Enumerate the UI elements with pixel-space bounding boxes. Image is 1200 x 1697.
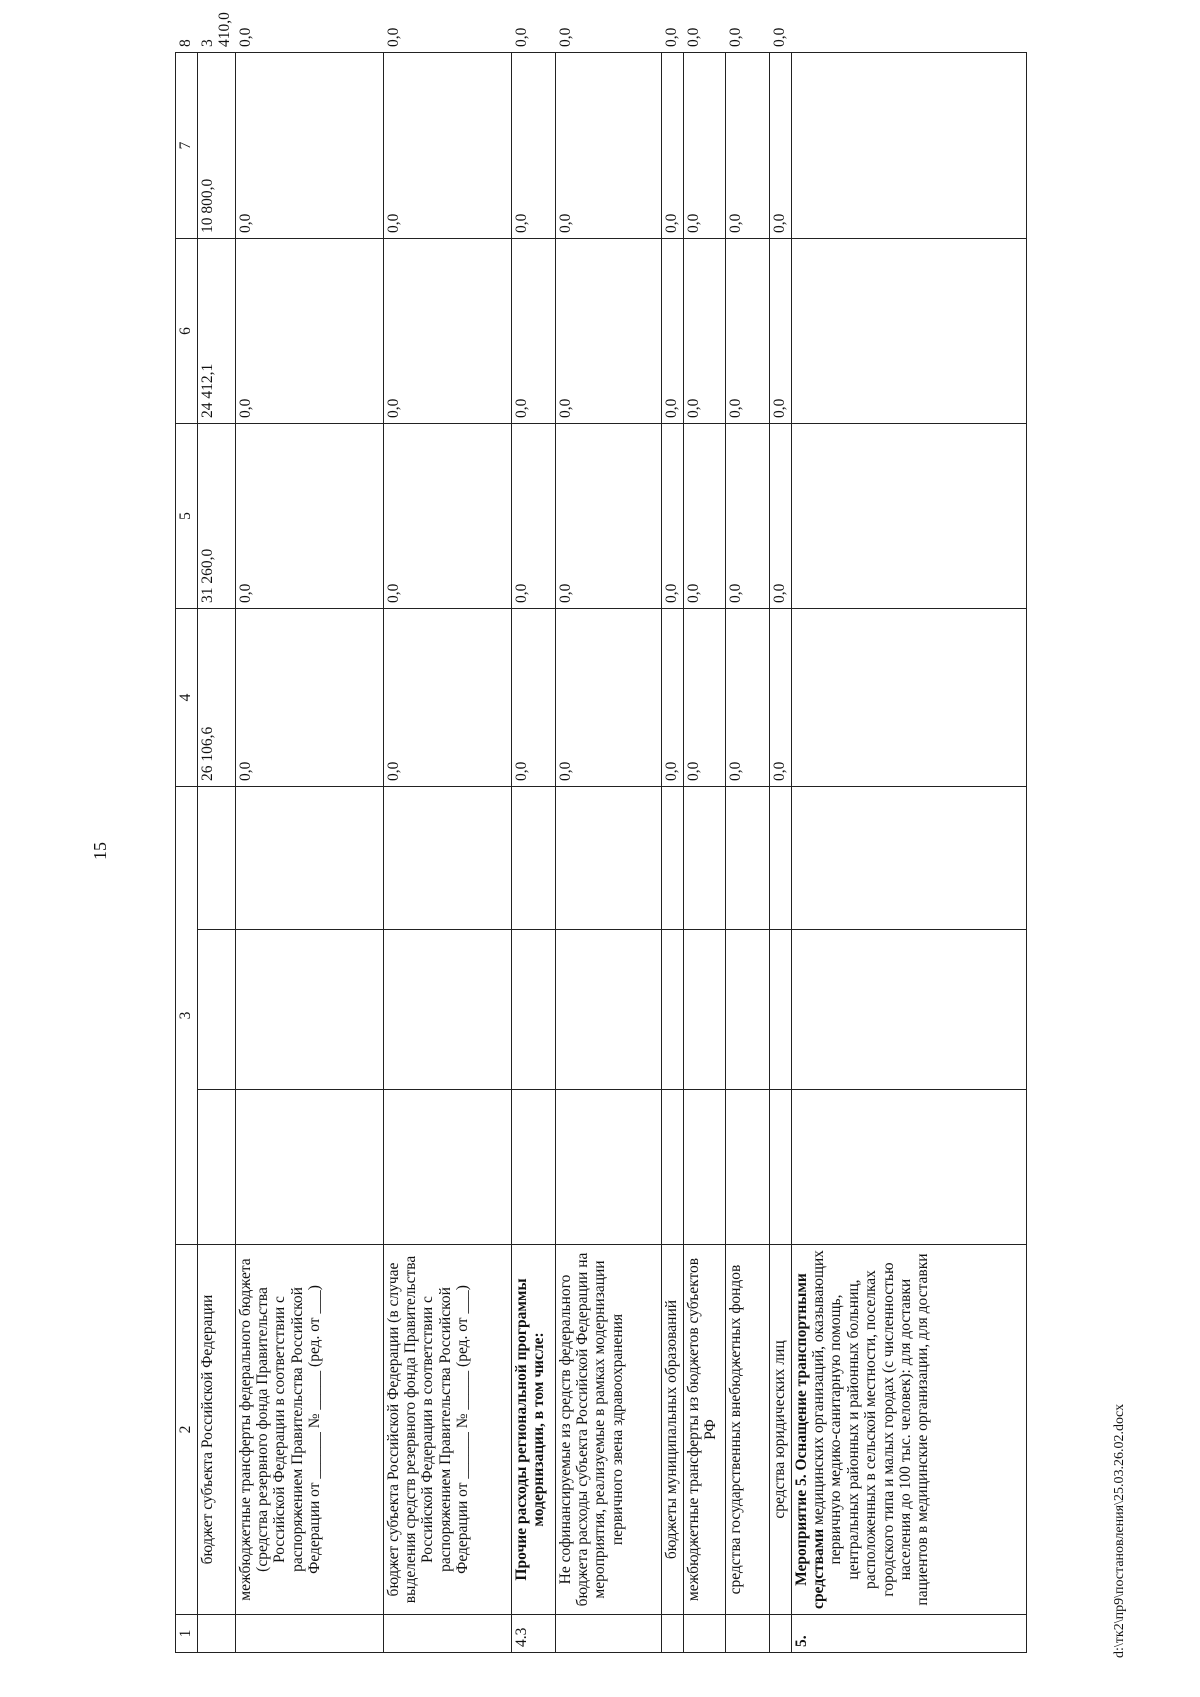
empty-cell: [769, 930, 791, 1090]
empty-cell: [683, 930, 725, 1090]
row-index: [555, 1615, 661, 1653]
value-cell: 0,0: [555, 424, 661, 609]
col-header-2: 2: [176, 1245, 198, 1615]
row-description: [791, 1245, 1026, 1615]
row-index: [661, 1615, 683, 1653]
value-cell: 0,0: [555, 53, 661, 239]
measure-text: медицинских организаций, оказывающих первичную медико-санитарную помощь, центральных районных и районных больниц, расположенных в сельской местности, поселках городского типа и малых городах (с численностью населения до 100 тыс. человек): для доставки пациентов в медицинские организации, для доставки: [810, 1250, 932, 1606]
value-cell: 0,0: [235, 424, 383, 609]
row-description: бюджеты муниципальных образований: [661, 1245, 683, 1615]
empty-cell: [511, 1090, 555, 1245]
empty-cell: [383, 930, 511, 1090]
row-index: [725, 1615, 769, 1653]
value-cell: 0,0: [383, 239, 511, 424]
value-cell: 0,0: [555, 239, 661, 424]
value-cell: 0,0: [383, 424, 511, 609]
col-header-3: 3: [176, 787, 198, 1245]
col-header-1: 1: [176, 1615, 198, 1653]
value-cell: 0,0: [683, 424, 725, 609]
footer-file-path: d:\тк2\пр9\постановления\25.03.26.02.docx: [1112, 1403, 1127, 1658]
empty-cell: [769, 787, 791, 930]
value-cell: 0,0: [511, 239, 555, 424]
row-index: 5.: [791, 1615, 1026, 1653]
row-description: средства государственных внебюджетных фондов: [725, 1245, 769, 1615]
value-cell: 0,0: [683, 239, 725, 424]
row-index: [683, 1615, 725, 1653]
empty-cell: [555, 930, 661, 1090]
empty-cell: [661, 787, 683, 930]
empty-cell: [683, 1090, 725, 1245]
col-header-5: 5: [176, 424, 198, 609]
empty-cell: [661, 930, 683, 1090]
value-cell: 0,0: [661, 239, 683, 424]
empty-cell: [235, 787, 383, 930]
value-cell: 0,0: [235, 609, 383, 787]
row-description: бюджет субъекта Российской Федерации: [198, 1245, 236, 1615]
value-cell: 0,0: [725, 424, 769, 609]
empty-cell: [511, 787, 555, 930]
table-holder: [175, 12, 1027, 1653]
row-index: [235, 1615, 383, 1653]
empty-cell: [791, 930, 1026, 1090]
value-cell: 0,0: [725, 239, 769, 424]
empty-cell: [791, 609, 1026, 787]
empty-cell: [791, 239, 1026, 424]
empty-cell: [555, 1090, 661, 1245]
row-description: Прочие расходы региональной программы модернизации, в том числе:: [511, 1245, 555, 1615]
value-cell: 0,0: [235, 53, 383, 239]
value-cell: 0,0: [683, 53, 725, 239]
table-row: средства юридических лиц 0,0 0,0 0,0 0,0 0,0: [769, 53, 791, 1653]
value-cell: 0,0: [769, 424, 791, 609]
row-index: [769, 1615, 791, 1653]
value-cell: 0,0: [683, 609, 725, 787]
row-index: [383, 1615, 511, 1653]
value-cell: 0,0: [769, 53, 791, 239]
table-row: межбюджетные трансферты из бюджетов субъектов РФ 0,0 0,0 0,0 0,0 0,0: [683, 53, 725, 1653]
row-index: 4.3: [511, 1615, 555, 1653]
header-row: 1 2 3 4 5 6 7 8: [176, 53, 198, 1653]
value-cell: 0,0: [235, 239, 383, 424]
measure-title: Мероприятие 5. Оснащение транспортными средствами: [792, 1273, 828, 1609]
col-header-4: 4: [176, 609, 198, 787]
value-cell: 0,0: [661, 424, 683, 609]
value-cell: 0,0: [511, 609, 555, 787]
table-row: бюджеты муниципальных образований 0,0 0,0 0,0 0,0 0,0: [661, 53, 683, 1653]
empty-cell: [383, 1090, 511, 1245]
financing-table: [175, 12, 1027, 1653]
row-description: средства юридических лиц: [769, 1245, 791, 1615]
table-row: межбюджетные трансферты федерального бюджета (средства резервного фонда Правительства Российской Федерации в соответствии с распоряжением Правительства Российской Федерации от ______ № _____ (ред. от ___) 0,0 0,0 0,0 0,0 0,0: [235, 53, 383, 1653]
col-header-7: 7: [176, 53, 198, 239]
table-row: бюджет субъекта Российской Федерации 26 106,6 31 260,0 24 412,1 10 800,0 3 410,0: [198, 53, 236, 1653]
empty-cell: [791, 1090, 1026, 1245]
empty-cell: [198, 1090, 236, 1245]
table-rotator: [175, 12, 1027, 1653]
empty-cell: [725, 787, 769, 930]
value-cell: 0,0: [661, 53, 683, 239]
col-header-6: 6: [176, 239, 198, 424]
value-cell: 0,0: [555, 609, 661, 787]
row-description: межбюджетные трансферты федерального бюджета (средства резервного фонда Правительства Российской Федерации в соответствии с распоряжением Правительства Российской Федерации от ______ № _____ (ред. от ___): [235, 1245, 383, 1615]
table-row: бюджет субъекта Российской Федерации (в случае выделения средств резервного фонда Правительства Российской Федерации в соответствии с распоряжением Правительства Российской Федерации от ______ № _____ (ред. от ___) 0,0 0,0 0,0 0,0 0,0: [383, 53, 511, 1653]
empty-cell: [791, 787, 1026, 930]
value-cell: 26 106,6: [198, 609, 236, 787]
value-cell: 0,0: [725, 53, 769, 239]
value-cell: 0,0: [769, 239, 791, 424]
empty-cell: [791, 53, 1026, 239]
value-cell: 0,0: [383, 53, 511, 239]
value-cell: 0,0: [725, 609, 769, 787]
value-cell: 0,0: [769, 609, 791, 787]
value-cell: 0,0: [661, 609, 683, 787]
row-description: Не софинансируемые из средств федерального бюджета расходы субъекта Российской Федерации на мероприятия, реализуемые в рамках модернизации первичного звена здравоохранения: [555, 1245, 661, 1615]
empty-cell: [725, 1090, 769, 1245]
row-description: бюджет субъекта Российской Федерации (в случае выделения средств резервного фонда Правительства Российской Федерации в соответствии с распоряжением Правительства Российской Федерации от ______ № _____ (ред. от ___): [383, 1245, 511, 1615]
table-row: Не софинансируемые из средств федерального бюджета расходы субъекта Российской Федерации на мероприятия, реализуемые в рамках модернизации первичного звена здравоохранения 0,0 0,0 0,0 0,0 0,0: [555, 53, 661, 1653]
empty-cell: [661, 1090, 683, 1245]
empty-cell: [769, 1090, 791, 1245]
empty-cell: [555, 787, 661, 930]
value-cell: 0,0: [511, 53, 555, 239]
value-cell: 0,0: [383, 609, 511, 787]
empty-cell: [235, 930, 383, 1090]
value-cell: 10 800,0: [198, 53, 236, 239]
empty-cell: [683, 787, 725, 930]
empty-cell: [198, 787, 236, 930]
empty-cell: [511, 930, 555, 1090]
row-index: [198, 1615, 236, 1653]
empty-cell: [383, 787, 511, 930]
value-cell: 24 412,1: [198, 239, 236, 424]
empty-cell: [198, 930, 236, 1090]
table-row: средства государственных внебюджетных фондов 0,0 0,0 0,0 0,0 0,0: [725, 53, 769, 1653]
page-number: 15: [90, 842, 110, 860]
empty-cell: [235, 1090, 383, 1245]
empty-cell: [791, 424, 1026, 609]
row-description: межбюджетные трансферты из бюджетов субъектов РФ: [683, 1245, 725, 1615]
table-row: 4.3 Прочие расходы региональной программы модернизации, в том числе: 0,0 0,0 0,0 0,0 0,0: [511, 53, 555, 1653]
value-cell: 0,0: [511, 424, 555, 609]
table-row: [791, 53, 1026, 1653]
empty-cell: [725, 930, 769, 1090]
value-cell: 31 260,0: [198, 424, 236, 609]
